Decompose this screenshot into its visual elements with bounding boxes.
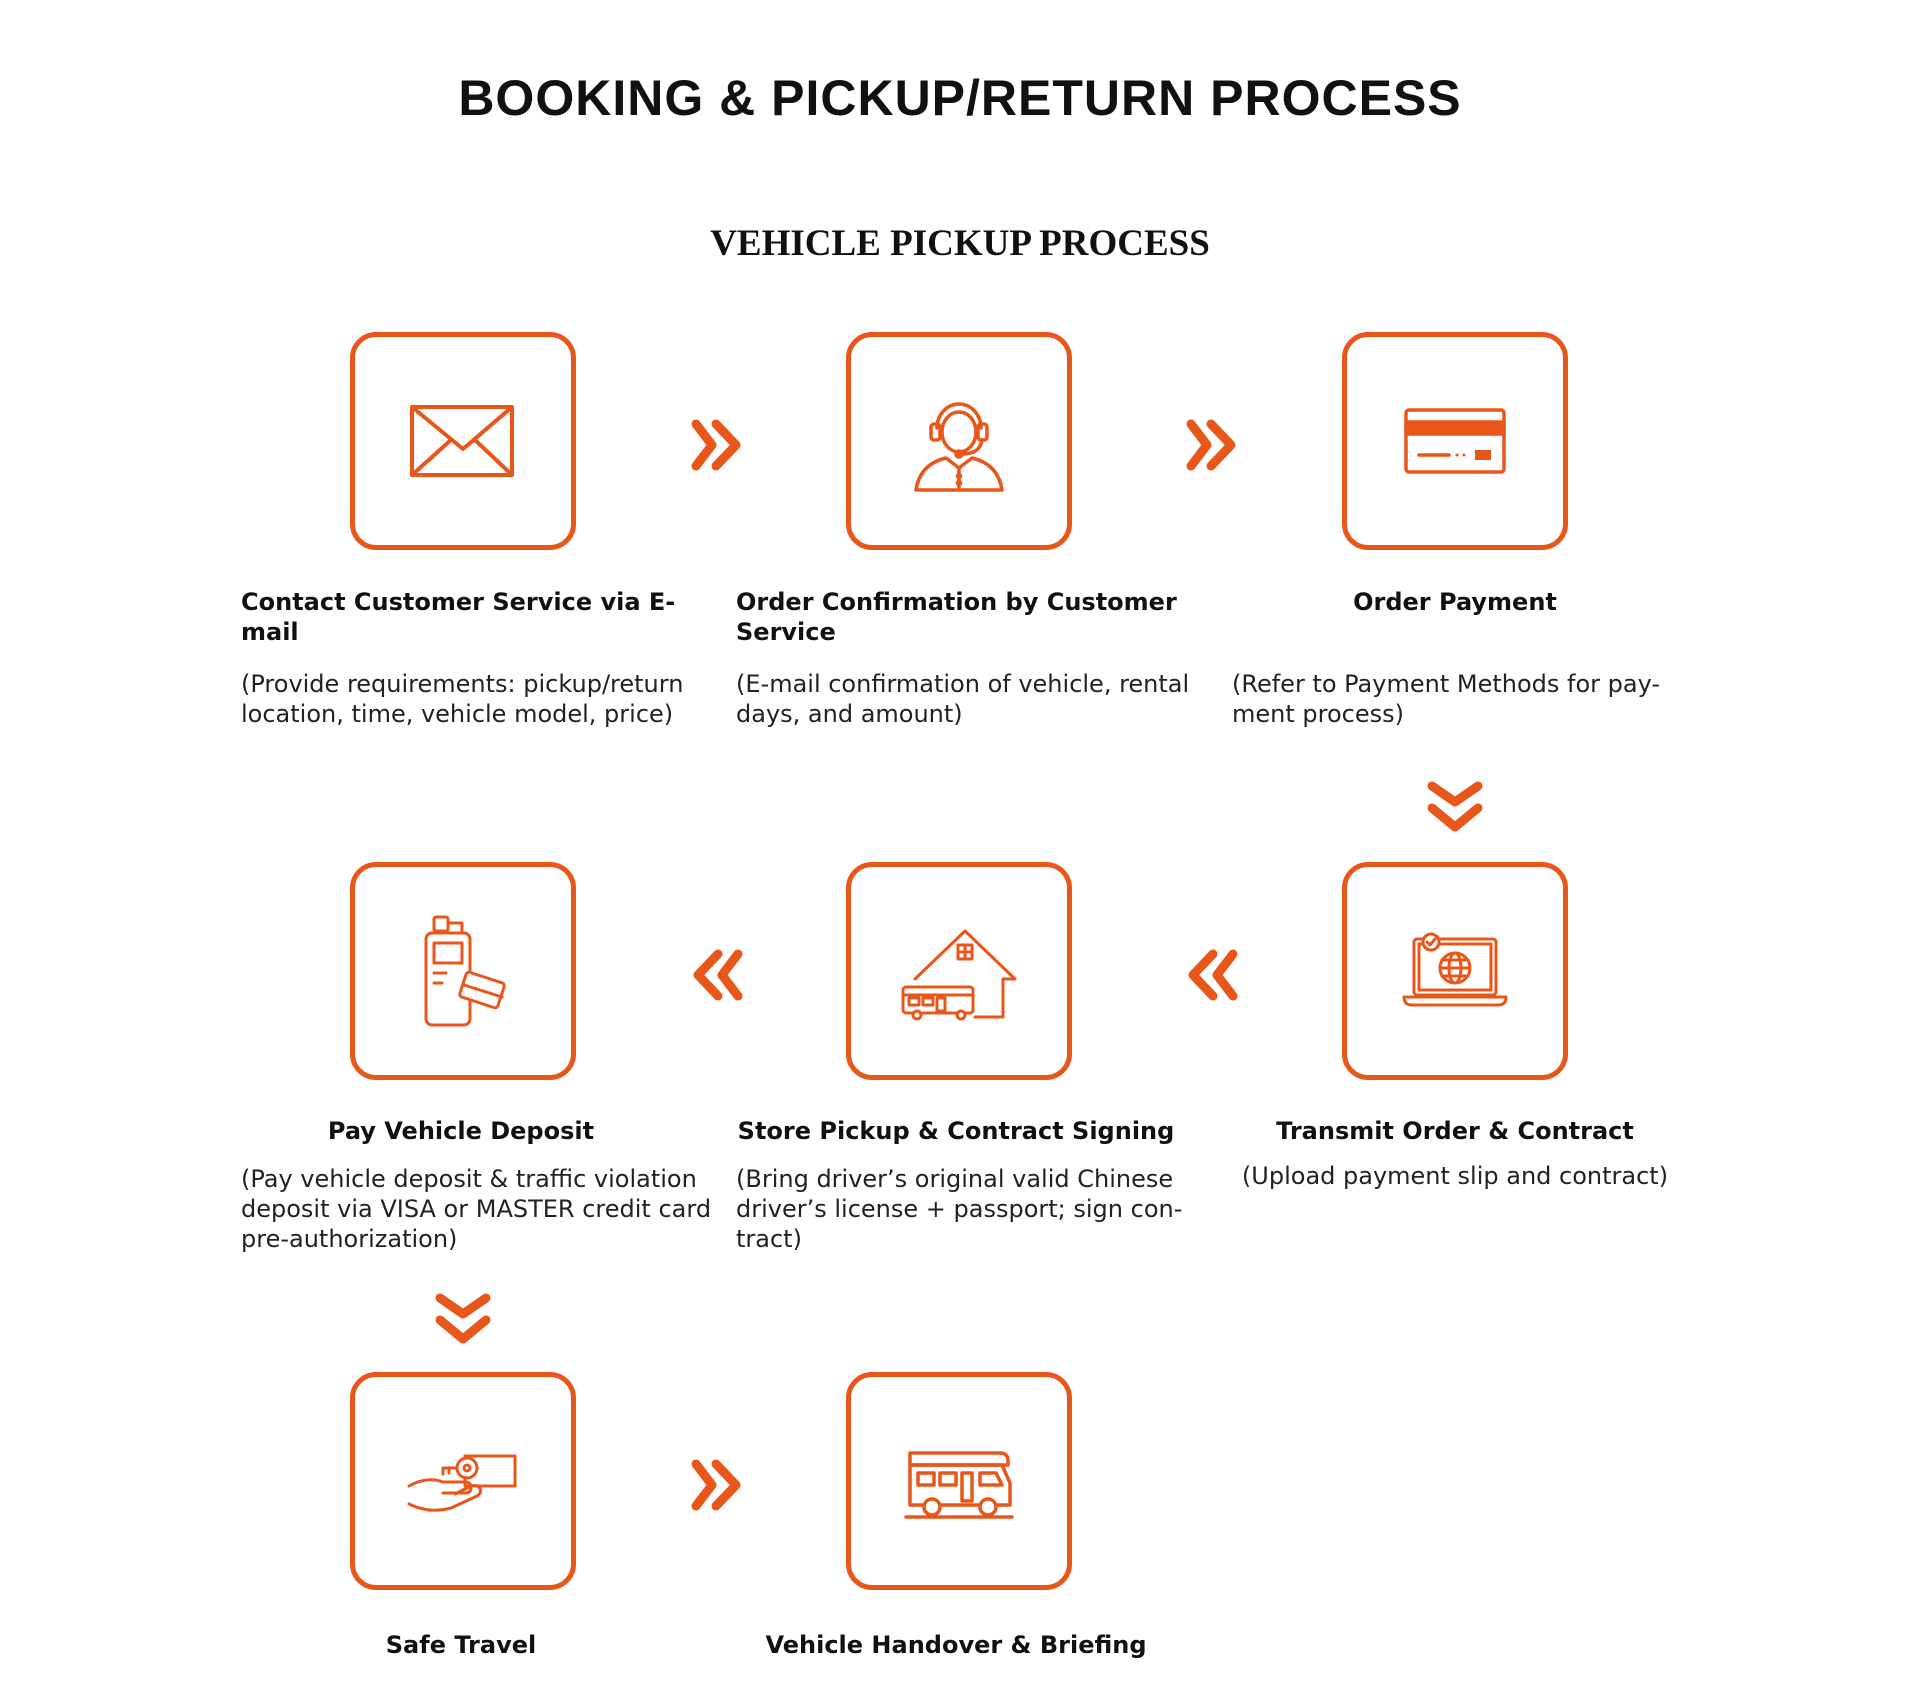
step-2-desc: (E-mail confirmation of vehicle, rental days, and amount) <box>736 670 1190 728</box>
step-8-box <box>846 1372 1072 1590</box>
envelope-icon <box>408 401 518 481</box>
campervan-icon <box>904 1443 1014 1519</box>
credit-card-icon <box>1403 407 1507 475</box>
step-2-title: Order Confirmation by Customer Service <box>736 588 1177 646</box>
laptop-globe-icon <box>1400 931 1510 1011</box>
step-4-desc: (Upload payment slip and contract) <box>1241 1162 1669 1190</box>
step-8-title: Vehicle Handover & Briefing <box>765 1631 1147 1659</box>
page-title: BOOKING & PICKUP/RETURN PROCESS <box>458 70 1462 126</box>
double-chevron-right-icon <box>688 1456 746 1514</box>
double-chevron-down-icon <box>432 1292 494 1348</box>
double-chevron-left-icon <box>1183 946 1241 1004</box>
step-3-desc: (Refer to Payment Methods for pay- ment process) <box>1232 670 1661 728</box>
step-1-desc: (Provide requirements: pickup/return location, time, vehicle model, price) <box>241 670 684 728</box>
step-2-box <box>846 332 1072 550</box>
key-handover-icon <box>405 1446 521 1516</box>
step-7-box <box>350 1372 576 1590</box>
double-chevron-right-icon <box>1183 416 1241 474</box>
step-3-title: Order Payment <box>1353 588 1557 616</box>
step-1-title: Contact Customer Service via E-mail <box>241 588 676 646</box>
customer-service-agent-icon <box>904 386 1014 496</box>
house-rv-icon <box>899 921 1019 1021</box>
step-6-box <box>350 862 576 1080</box>
step-3-box <box>1342 332 1568 550</box>
double-chevron-down-icon <box>1424 780 1486 836</box>
step-6-title: Pay Vehicle Deposit <box>327 1117 595 1145</box>
step-4-title: Transmit Order & Contract <box>1276 1117 1634 1145</box>
step-4-box <box>1342 862 1568 1080</box>
double-chevron-right-icon <box>688 416 746 474</box>
double-chevron-left-icon <box>688 946 746 1004</box>
step-5-desc: (Bring driver’s original valid Chinese driver’s license + passport; sign con- tract) <box>736 1165 1183 1253</box>
step-5-box <box>846 862 1072 1080</box>
card-terminal-icon <box>418 913 508 1029</box>
step-1-box <box>350 332 576 550</box>
section-title: VEHICLE PICKUP PROCESS <box>710 223 1210 264</box>
step-7-title: Safe Travel <box>385 1631 537 1659</box>
step-6-desc: (Pay vehicle deposit & traffic violation deposit via VISA or MASTER credit card pre-authorization) <box>241 1165 712 1253</box>
step-5-title: Store Pickup & Contract Signing <box>737 1117 1175 1145</box>
